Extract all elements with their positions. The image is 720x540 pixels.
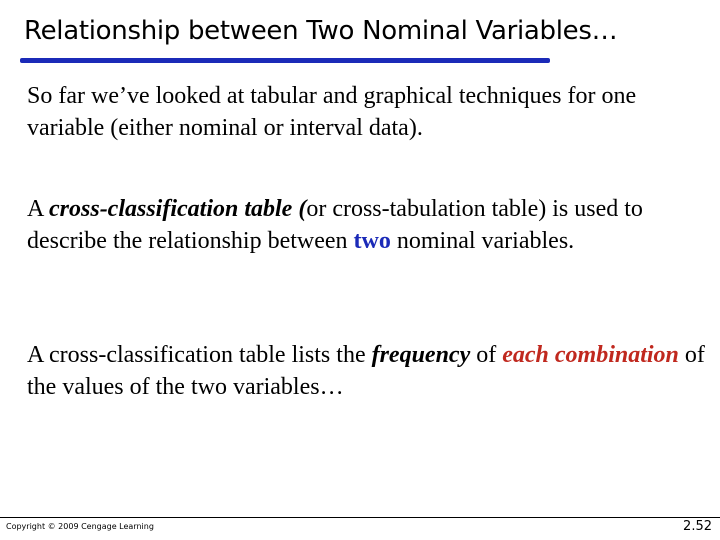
paragraph-2-end: nominal variables. bbox=[390, 228, 575, 254]
footer-page-number: 2.52 bbox=[683, 519, 712, 534]
paragraph-1: So far we’ve looked at tabular and graphical techniques for one variable (either nominal or interval data). bbox=[27, 83, 637, 141]
paragraph-3-end: of the values of the two variables… bbox=[27, 342, 705, 400]
paragraph-2-intro: A bbox=[27, 196, 50, 222]
paragraph-3 bbox=[27, 339, 707, 403]
term-cross-classification-table: cross-classification table ( bbox=[49, 196, 307, 222]
keyword-two: two bbox=[353, 228, 391, 254]
title-underline bbox=[20, 58, 550, 63]
paragraph-2-middle: or cross-tabulation table) is used to describe the relationship between bbox=[27, 196, 643, 254]
keyword-each-combination: each combination bbox=[502, 342, 679, 368]
footer-divider bbox=[0, 517, 720, 518]
paragraph-2 bbox=[27, 193, 707, 257]
paragraph-3-middle: of bbox=[470, 342, 503, 368]
slide-title: Relationship between Two Nominal Variables… bbox=[24, 16, 618, 46]
footer-copyright: Copyright © 2009 Cengage Learning bbox=[6, 522, 154, 531]
term-frequency: frequency bbox=[371, 342, 471, 368]
paragraph-3-intro: A cross-classification table lists the bbox=[27, 342, 372, 368]
